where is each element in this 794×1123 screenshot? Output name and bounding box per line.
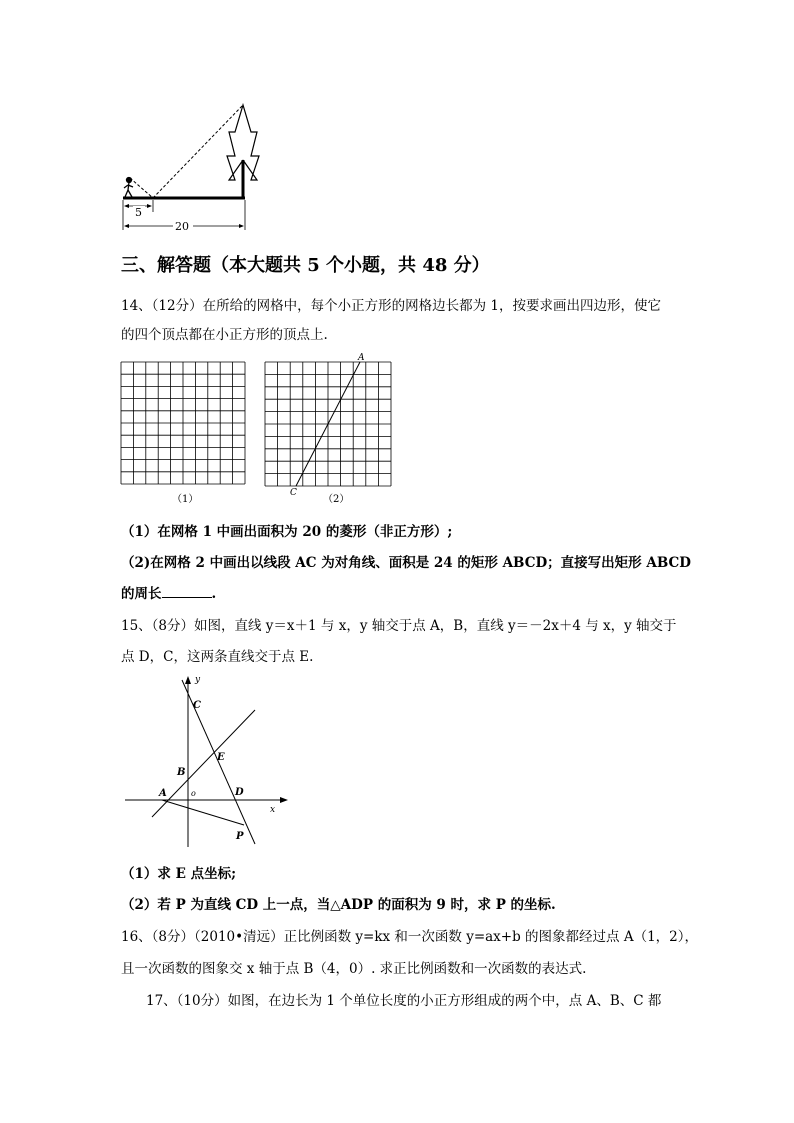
point-c-label: C (193, 700, 201, 711)
q16-line2: 且一次函数的图象交 x 轴于点 B（4，0）. 求正比例函数和一次函数的表达式. (121, 961, 587, 977)
tree-shadow-figure (115, 100, 275, 240)
axis-x-label: x (270, 805, 276, 815)
q14-part2: （2)在网格 2 中画出以线段 AC 为对角线、面积是 24 的矩形 ABCD；直接写出矩形 ABCD (121, 555, 691, 571)
perimeter-prefix: 的周长 (121, 586, 162, 602)
grid-2 (264, 352, 396, 498)
q15-line1: 15、（8分）如图，直线 y＝x＋1 与 x，y 轴交于点 A，B，直线 y＝－2x＋4 与 x，y 轴交于 (121, 618, 677, 634)
q15-line2: 点 D，C，这两条直线交于点 E. (121, 649, 314, 665)
point-a-label: A (159, 788, 167, 799)
point-b-label: B (177, 767, 186, 778)
dimension-label-20: 20 (175, 220, 189, 233)
answer-blank[interactable] (162, 585, 212, 598)
point-p-label: P (236, 831, 244, 842)
point-e-label: E (217, 752, 225, 763)
q14-line2: 的四个顶点都在小正方形的顶点上. (121, 327, 328, 343)
q15-part1: （1）求 E 点坐标; (121, 866, 237, 882)
section-heading: 三、解答题（本大题共 5 个小题，共 48 分） (121, 255, 490, 276)
point-a-label: A (358, 353, 365, 363)
dimension-label-5: 5 (135, 206, 142, 219)
point-d-label: D (235, 787, 244, 798)
q17-line1: 17、（10分）如图，在边长为 1 个单位长度的小正方形组成的两个中，点 A、B、C 都 (146, 993, 662, 1009)
q15-coordinate-figure (120, 672, 295, 852)
q14-part2-end (121, 582, 216, 602)
origin-label: o (191, 789, 196, 798)
q14-line1: 14、（12分）在所给的网格中，每个小正方形的网格边长都为 1，按要求画出四边形，使它 (121, 298, 661, 314)
q14-part1: （1）在网格 1 中画出面积为 20 的菱形（非正方形）; (121, 524, 453, 540)
perimeter-suffix: . (211, 586, 217, 602)
grid-1 (120, 361, 248, 487)
axis-y-label: y (195, 675, 201, 685)
point-c-label: C (290, 488, 297, 498)
person-icon (124, 178, 133, 198)
q15-part2: （2）若 P 为直线 CD 上一点，当△ADP 的面积为 9 时，求 P 的坐标. (121, 897, 556, 913)
grid-1-caption: （1） (172, 494, 199, 505)
q16-line1: 16、（8分）（2010•清远）正比例函数 y=kx 和一次函数 y=ax+b 的图象都经过点 A（1，2）， (121, 929, 699, 945)
grid-2-caption: （2） (323, 494, 350, 505)
